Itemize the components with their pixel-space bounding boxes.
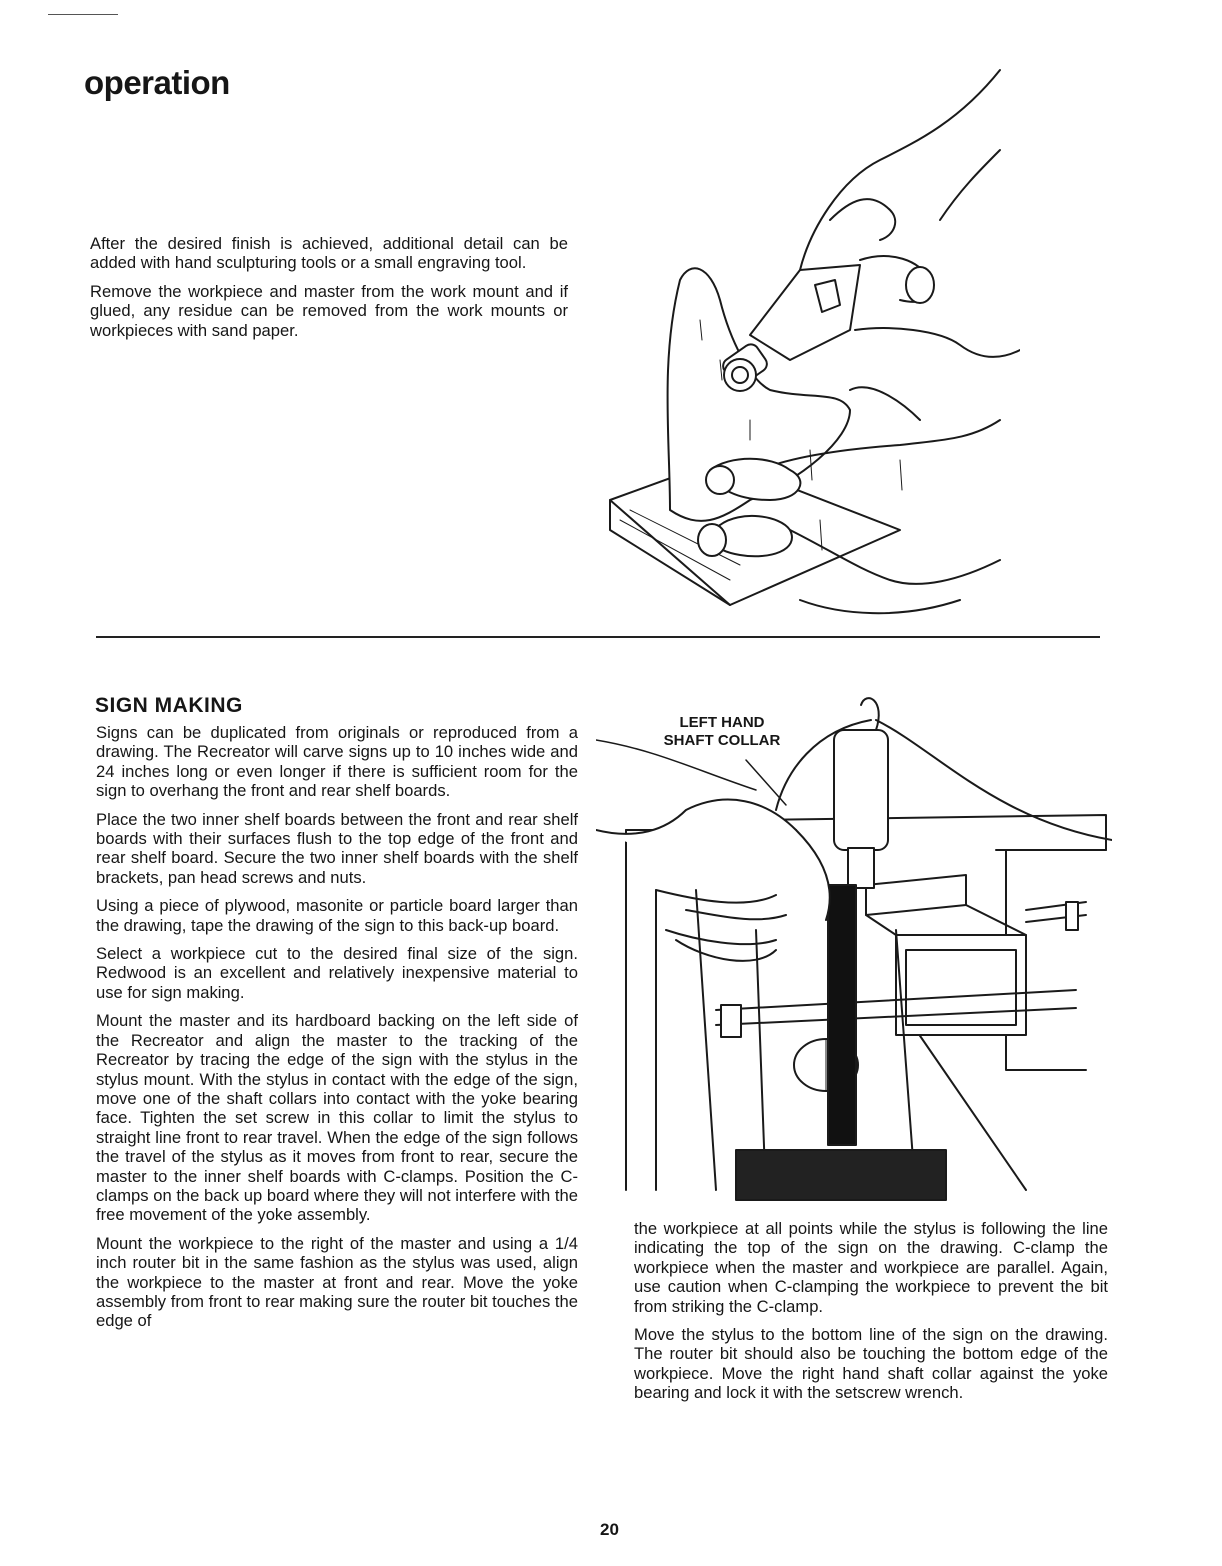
body-paragraph: Move the stylus to the bottom line of the sign on the drawing. The router bit should also be touching the bottom edge of the workpiece. Move the right hand shaft collar against the yoke bearing and lock it with the setscrew wrench.: [634, 1325, 1108, 1403]
page-number: 20: [600, 1520, 619, 1539]
sign-making-right-column: [634, 1219, 1108, 1403]
intro-paragraph: Remove the workpiece and master from the work mount and if glued, any residue can be removed from the work mounts or workpieces with sand paper.: [90, 281, 568, 340]
sign-making-left-column: [96, 723, 578, 1331]
body-paragraph: Select a workpiece cut to the desired final size of the sign. Redwood is an excellent and relatively inexpensive material to use for sign making.: [96, 944, 578, 1002]
top-corner-rule: [48, 14, 118, 15]
sign-making-illustration: [596, 690, 1112, 1210]
body-paragraph: the workpiece at all points while the stylus is following the line indicating the top of the sign on the drawing. C-clamp the workpiece when the master and workpiece are parallel. Again, use caution when C-clamping the workpiece to prevent the bit from striking the C-clamp.: [634, 1219, 1108, 1316]
section-divider: [96, 636, 1100, 638]
body-paragraph: Mount the master and its hardboard backing on the left side of the Recreator and align the master to the tracking of the Recreator by tracing the edge of the sign with the stylus in the stylus mount. With the stylus in contact with the edge of the sign, move one of the shaft collars into contact with the yoke bearing face. Tighten the set screw in this collar to limit the stylus to straight line front to rear travel. When the edge of the sign follows the travel of the stylus as it moves from front to rear, secure the master to the inner shelf boards with C-clamps. Position the C-clamps on the back up board where they will not interfere with the free movement of the yoke assembly.: [96, 1011, 578, 1225]
body-paragraph: Place the two inner shelf boards between the front and rear shelf boards with their surfaces flush to the top edge of the front and rear shelf board. Secure the two inner shelf boards with the shelf brackets, pan head screws and nuts.: [96, 809, 578, 887]
sign-making-heading: SIGN MAKING: [95, 694, 243, 717]
body-paragraph: Using a piece of plywood, masonite or particle board larger than the drawing, tape the drawing of the sign to this back-up board.: [96, 896, 578, 935]
intro-paragraph: After the desired finish is achieved, additional detail can be added with hand sculpturing tools or a small engraving tool.: [90, 234, 568, 273]
intro-text: [90, 234, 568, 340]
hand-sanding-illustration: [600, 60, 1020, 620]
page-heading: operation: [84, 64, 230, 101]
left-hand-shaft-collar-callout: [642, 714, 802, 750]
callout-line: SHAFT COLLAR: [663, 732, 781, 749]
callout-line: LEFT HAND: [679, 714, 765, 731]
body-paragraph: Mount the workpiece to the right of the master and using a 1/4 inch router bit in the same fashion as the stylus was used, align the workpiece to the master at front and rear. Move the yoke assembly from front to rear making sure the router bit touches the edge of: [96, 1233, 578, 1331]
body-paragraph: Signs can be duplicated from originals or reproduced from a drawing. The Recreator will carve signs up to 10 inches wide and 24 inches long or even longer if there is sufficient room for the sign to overhang the front and rear shelf boards.: [96, 723, 578, 801]
